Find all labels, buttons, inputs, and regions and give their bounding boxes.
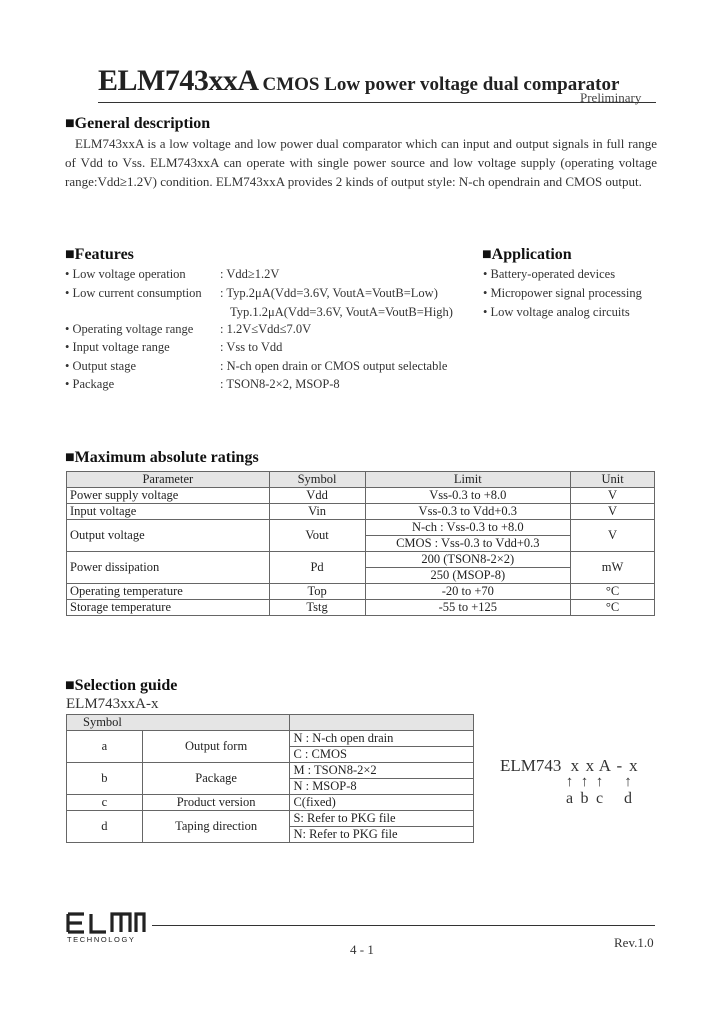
table-row xyxy=(67,552,655,568)
symbol-cell: Vdd xyxy=(269,488,365,504)
table-row xyxy=(67,504,655,520)
option-cell: S: Refer to PKG file xyxy=(290,811,474,827)
ratings-heading: ■Maximum absolute ratings xyxy=(65,449,259,466)
symbol-cell: a xyxy=(67,731,143,763)
code-letter: c xyxy=(595,790,604,807)
symbol-cell: Vout xyxy=(269,520,365,552)
table-row xyxy=(67,795,474,811)
page-number: 4 - 1 xyxy=(350,942,374,957)
title-rule xyxy=(98,102,656,103)
table-row xyxy=(67,763,474,779)
table-header-row xyxy=(67,715,474,731)
ratings-table xyxy=(66,471,655,616)
name-cell: Taping direction xyxy=(142,811,290,843)
limit-cell: -20 to +70 xyxy=(365,584,571,600)
arrow-up-icon: ↑ xyxy=(624,774,632,790)
table-row xyxy=(67,488,655,504)
selection-table xyxy=(66,714,474,843)
column-header: Parameter xyxy=(67,472,270,488)
code-char: A xyxy=(598,756,612,775)
code-prefix: ELM743 xyxy=(500,756,562,775)
feature-item: • Low current consumption : Typ.2μA(Vdd=3.6V, VoutA=VoutB=Low) xyxy=(65,286,438,300)
arrow-up-icon: ↑ xyxy=(580,774,589,790)
option-cell: N: Refer to PKG file xyxy=(290,827,474,843)
part-number: ELM743xxA xyxy=(98,64,259,97)
param-cell: Power supply voltage xyxy=(67,488,270,504)
symbol-cell: d xyxy=(67,811,143,843)
option-cell: C(fixed) xyxy=(290,795,474,811)
column-header: Limit xyxy=(365,472,571,488)
name-cell: Package xyxy=(142,763,290,795)
table-row xyxy=(67,520,655,536)
code-letter: d xyxy=(624,790,632,807)
column-header: Unit xyxy=(571,472,655,488)
symbol-cell: Pd xyxy=(269,552,365,584)
footer-rule xyxy=(152,925,655,926)
option-cell: M : TSON8-2×2 xyxy=(290,763,474,779)
limit-cell: 200 (TSON8-2×2) xyxy=(365,552,571,568)
unit-cell: mW xyxy=(571,552,655,584)
part-code-diagram xyxy=(500,756,640,776)
symbol-cell: Top xyxy=(269,584,365,600)
unit-cell: V xyxy=(571,520,655,552)
limit-cell: 250 (MSOP-8) xyxy=(365,568,571,584)
arrow-up-icon: ↑ xyxy=(565,774,574,790)
application-heading: ■Application xyxy=(482,246,572,263)
code-letter: a xyxy=(565,790,574,807)
symbol-cell: c xyxy=(67,795,143,811)
column-header xyxy=(290,715,474,731)
arrow-up-icon: ↑ xyxy=(595,774,604,790)
column-header: Symbol xyxy=(67,715,290,731)
selection-code: ELM743xxA-x xyxy=(66,696,159,712)
feature-item: • Input voltage range : Vss to Vdd xyxy=(65,340,283,354)
option-cell: N : MSOP-8 xyxy=(290,779,474,795)
symbol-cell: Tstg xyxy=(269,600,365,616)
param-cell: Storage temperature xyxy=(67,600,270,616)
revision: Rev.1.0 xyxy=(614,935,654,950)
feature-item: • Package : TSON8-2×2, MSOP-8 xyxy=(65,377,340,391)
unit-cell: °C xyxy=(571,600,655,616)
features-heading: ■Features xyxy=(65,246,134,263)
page-title xyxy=(98,64,619,98)
code-char: x xyxy=(585,756,595,775)
table-row xyxy=(67,731,474,747)
general-description: ELM743xxA is a low voltage and low power dual comparator which can input and output signals in full range of Vdd to Vss. ELM743xxA can operate with single power source and low voltage supply (operating voltage range:Vdd≥1.2V) condition. ELM743xxA provides 2 kinds of output style: N-ch opendrain and CMOS output. xyxy=(65,136,657,189)
unit-cell: V xyxy=(571,504,655,520)
application-item: • Battery-operated devices xyxy=(483,267,616,281)
param-cell: Power dissipation xyxy=(67,552,270,584)
param-cell: Operating temperature xyxy=(67,584,270,600)
column-header: Symbol xyxy=(269,472,365,488)
option-cell: N : N-ch open drain xyxy=(290,731,474,747)
code-char: x xyxy=(629,756,638,775)
limit-cell: Vss-0.3 to Vdd+0.3 xyxy=(365,504,571,520)
application-item: • Low voltage analog circuits xyxy=(483,305,630,319)
limit-cell: CMOS : Vss-0.3 to Vdd+0.3 xyxy=(365,536,571,552)
table-row xyxy=(67,600,655,616)
code-arrows xyxy=(562,774,635,791)
logo-subtitle: TECHNOLOGY xyxy=(67,935,136,944)
name-cell: Output form xyxy=(142,731,290,763)
feature-item: • Output stage : N-ch open drain or CMOS output selectable xyxy=(65,359,448,373)
symbol-cell: b xyxy=(67,763,143,795)
limit-cell: -55 to +125 xyxy=(365,600,571,616)
title-description: CMOS Low power voltage dual comparator xyxy=(262,74,620,95)
table-row xyxy=(67,811,474,827)
selection-heading: ■Selection guide xyxy=(65,677,178,694)
general-heading: ■General description xyxy=(65,115,211,132)
param-cell: Input voltage xyxy=(67,504,270,520)
code-char: - xyxy=(616,756,623,775)
limit-cell: Vss-0.3 to +8.0 xyxy=(365,488,571,504)
elm-logo xyxy=(64,908,150,946)
table-row xyxy=(67,584,655,600)
application-item: • Micropower signal processing xyxy=(483,286,642,300)
feature-item: • Operating voltage range : 1.2V≤Vdd≤7.0V xyxy=(65,322,312,336)
unit-cell: °C xyxy=(571,584,655,600)
code-letters xyxy=(562,790,635,808)
code-letter: b xyxy=(580,790,589,807)
limit-cell: N-ch : Vss-0.3 to +8.0 xyxy=(365,520,571,536)
option-cell: C : CMOS xyxy=(290,747,474,763)
param-cell: Output voltage xyxy=(67,520,270,552)
feature-item: • Low voltage operation : Vdd≥1.2V xyxy=(65,267,280,281)
unit-cell: V xyxy=(571,488,655,504)
symbol-cell: Vin xyxy=(269,504,365,520)
table-header-row xyxy=(67,472,655,488)
name-cell: Product version xyxy=(142,795,290,811)
code-char: x xyxy=(570,756,580,775)
status-label: Preliminary xyxy=(580,90,642,105)
